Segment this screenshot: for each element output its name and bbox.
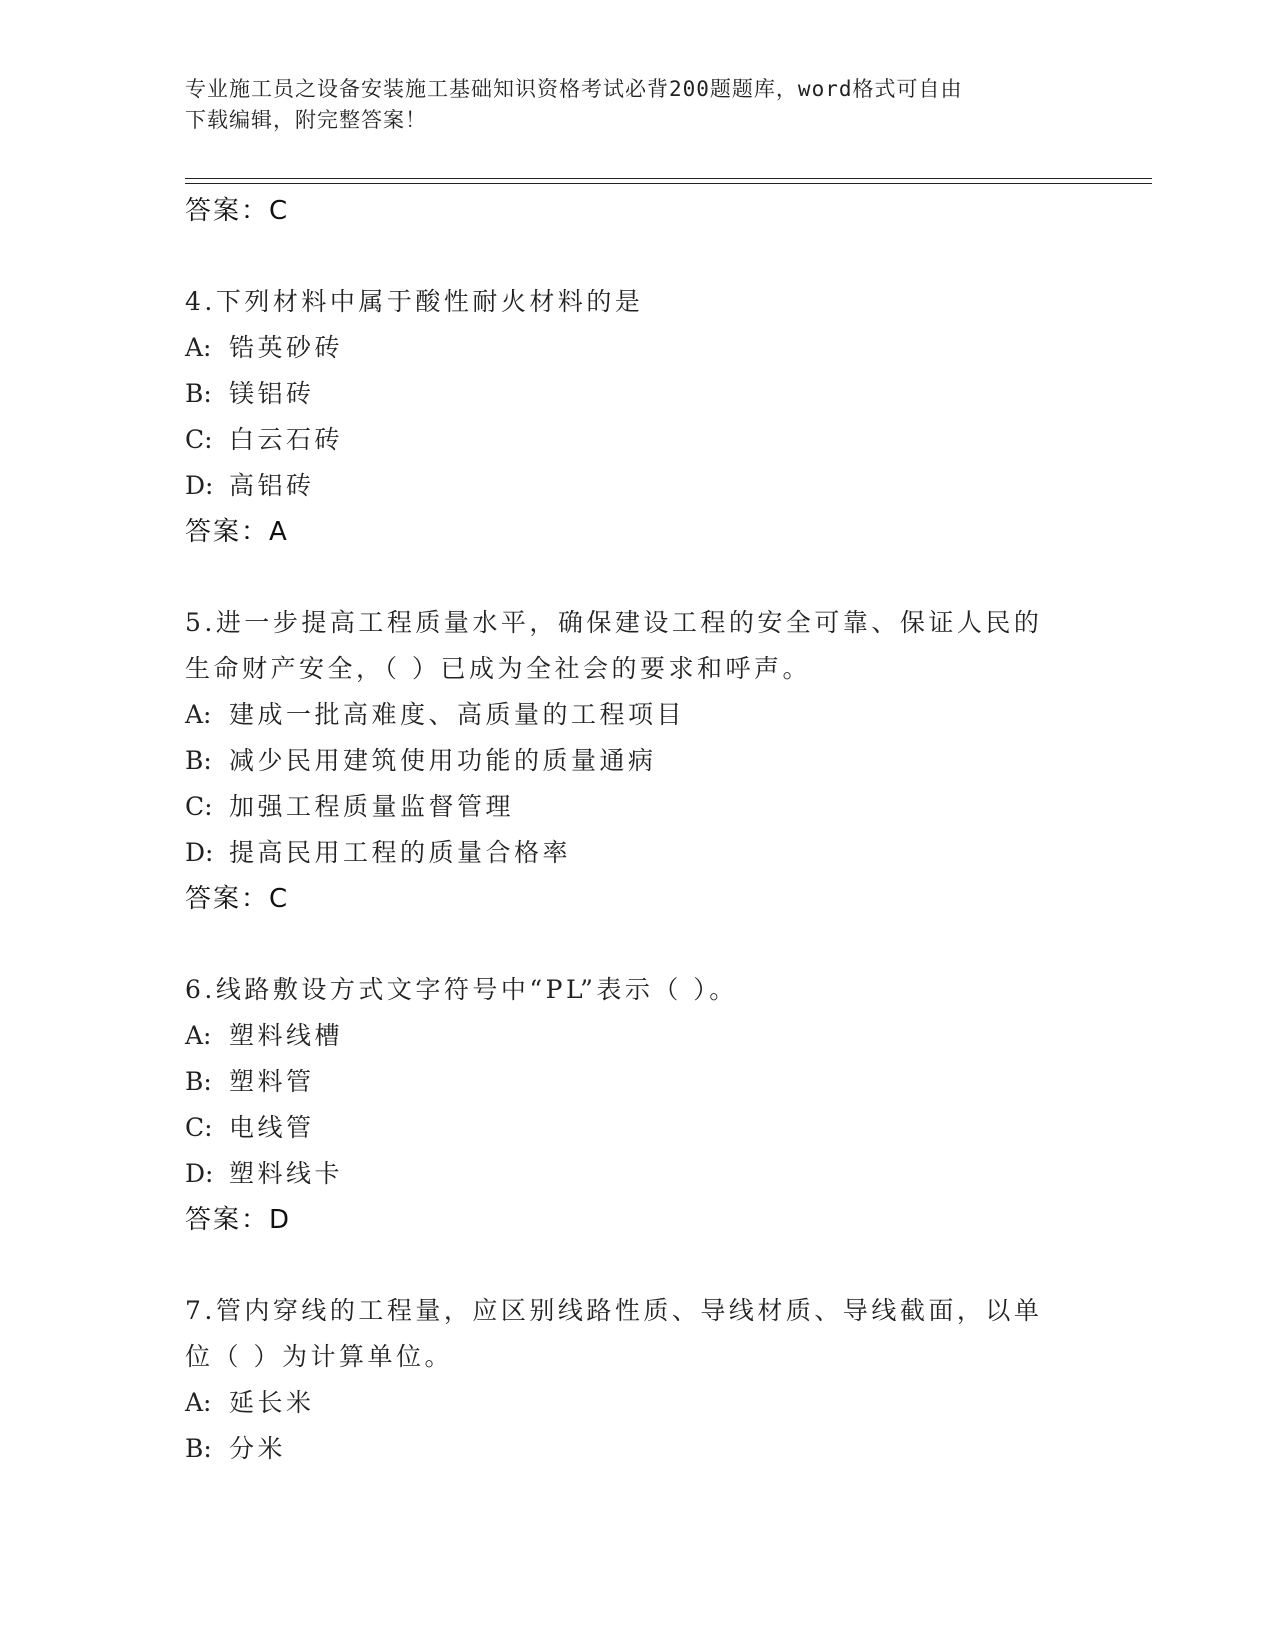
answer-line: 答案：C (185, 884, 290, 914)
option-text: 白云石砖 (229, 425, 344, 454)
header-rule-bottom (185, 183, 1152, 184)
option-text: 塑料线槽 (229, 1021, 344, 1050)
option-b (185, 371, 1085, 417)
option-letter: C: (185, 1113, 213, 1142)
option-letter: A: (185, 1388, 212, 1417)
question-block (185, 600, 1085, 922)
option-d (185, 463, 1085, 509)
option-text: 电线管 (229, 1113, 315, 1142)
spacer (185, 555, 1085, 600)
header-line-2: 下载编辑，附完整答案！ (185, 108, 427, 132)
option-letter: B: (185, 1434, 212, 1463)
option-letter: D: (185, 471, 214, 500)
option-text: 提高民用工程的质量合格率 (229, 838, 572, 867)
option-letter: A: (185, 700, 212, 729)
question-block (185, 279, 1085, 555)
question-text: 4.下列材料中属于酸性耐火材料的是 (185, 287, 644, 316)
question-text: 7.管内穿线的工程量，应区别线路性质、导线材质、导线截面，以单 (185, 1296, 1043, 1325)
answer-line: 答案：A (185, 517, 289, 547)
spacer (185, 234, 1085, 279)
option-text: 减少民用建筑使用功能的质量通病 (229, 746, 657, 775)
answer-line: 答案：C (185, 196, 290, 226)
option-letter: B: (185, 746, 212, 775)
option-c (185, 1105, 1085, 1151)
option-text: 建成一批高难度、高质量的工程项目 (229, 700, 686, 729)
option-b (185, 1426, 1085, 1472)
header-line-1: 专业施工员之设备安装施工基础知识资格考试必背200题题库，word格式可自由 (185, 77, 963, 101)
option-text: 加强工程质量监督管理 (229, 792, 515, 821)
option-a (185, 325, 1085, 371)
question-block (185, 1288, 1085, 1472)
option-a (185, 1013, 1085, 1059)
answer-line: 答案：D (185, 1205, 292, 1235)
spacer (185, 1243, 1085, 1288)
option-text: 延长米 (229, 1388, 315, 1417)
option-b (185, 738, 1085, 784)
document-header (185, 74, 1065, 136)
question-block (185, 967, 1085, 1243)
question-text-continued: 位（ ）为计算单位。 (185, 1342, 453, 1371)
option-text: 分米 (229, 1434, 287, 1463)
question-text: 6.线路敷设方式文字符号中“PL”表示（ ）。 (185, 975, 738, 1004)
option-text: 镁铝砖 (229, 379, 315, 408)
option-b (185, 1059, 1085, 1105)
spacer (185, 922, 1085, 967)
option-letter: D: (185, 1159, 214, 1188)
option-letter: A: (185, 1021, 212, 1050)
option-letter: A: (185, 333, 212, 362)
option-c (185, 784, 1085, 830)
option-letter: C: (185, 425, 213, 454)
option-a (185, 692, 1085, 738)
option-c (185, 417, 1085, 463)
option-a (185, 1380, 1085, 1426)
option-letter: B: (185, 1067, 212, 1096)
option-letter: C: (185, 792, 213, 821)
option-text: 锆英砂砖 (229, 333, 344, 362)
question-text: 5.进一步提高工程质量水平，确保建设工程的安全可靠、保证人民的 (185, 608, 1043, 637)
option-d (185, 1151, 1085, 1197)
option-text: 塑料管 (229, 1067, 315, 1096)
question-text-continued: 生命财产安全，（ ）已成为全社会的要求和呼声。 (185, 654, 811, 683)
question-list (185, 188, 1085, 1472)
option-d (185, 830, 1085, 876)
header-rule-top (185, 178, 1152, 179)
option-text: 高铝砖 (229, 471, 315, 500)
option-letter: D: (185, 838, 214, 867)
option-letter: B: (185, 379, 212, 408)
option-text: 塑料线卡 (229, 1159, 344, 1188)
